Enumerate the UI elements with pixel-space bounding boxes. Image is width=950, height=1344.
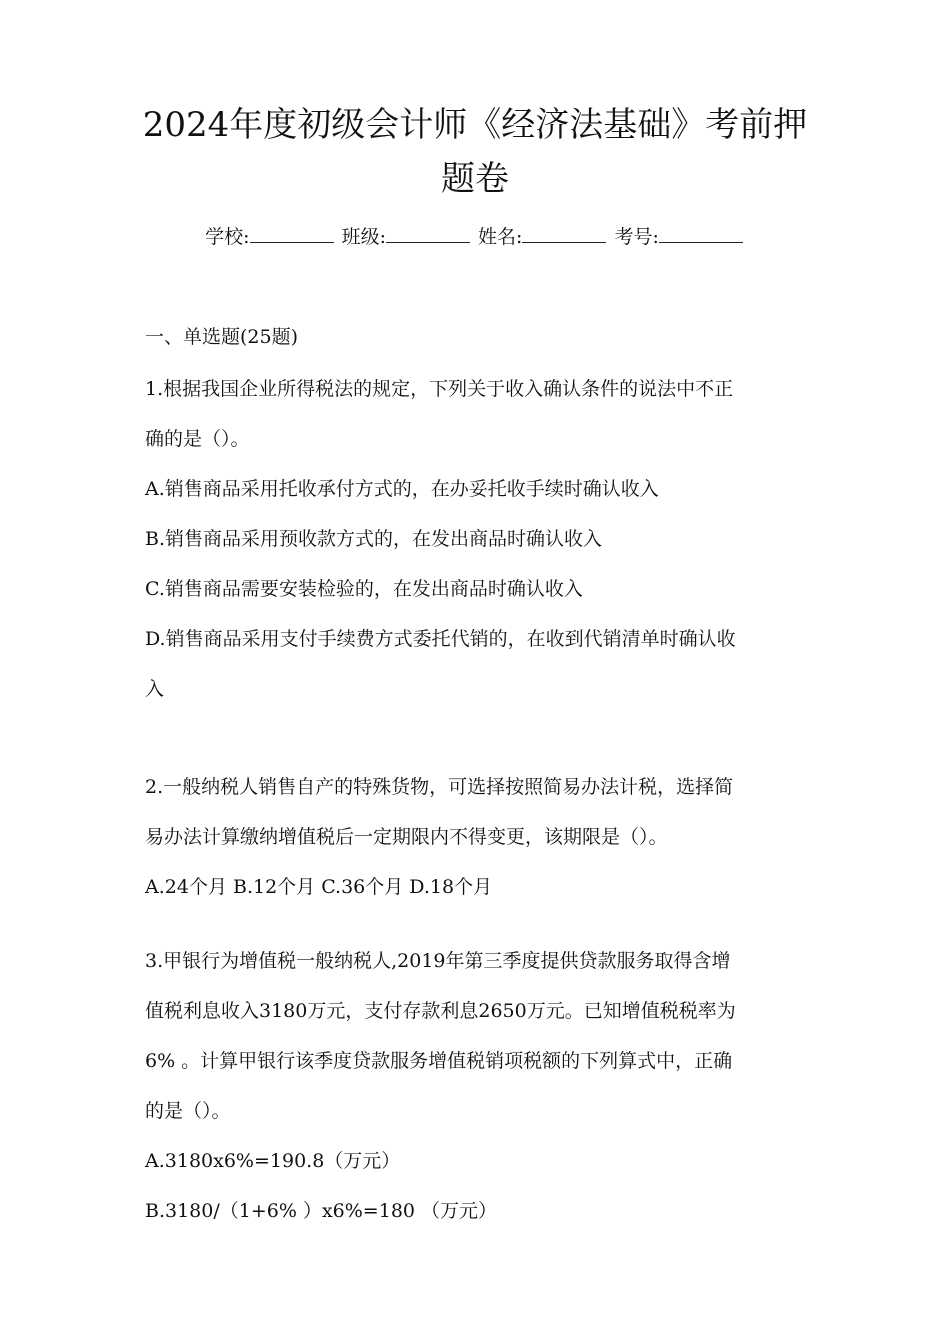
q1-option-d-line-1: D.销售商品采用支付手续费方式委托代销的，在收到代销清单时确认收 <box>145 628 736 650</box>
q3-stem-line-2: 值税利息收入3180万元，支付存款利息2650万元。已知增值税税率为 <box>145 1000 736 1022</box>
q3-option-b: B.3180/（1+6% ）x6%=180 （万元） <box>145 1200 498 1222</box>
q1-stem-line-2: 确的是（）。 <box>145 428 250 450</box>
section-heading: 一、单选题(25题) <box>145 326 299 348</box>
school-blank[interactable] <box>250 223 334 243</box>
q1-option-d-line-2: 入 <box>145 678 165 700</box>
name-blank[interactable] <box>522 223 606 243</box>
exam-number-blank[interactable] <box>659 223 743 243</box>
q2-stem-line-1: 2.一般纳税人销售自产的特殊货物，可选择按照简易办法计税，选择简 <box>145 776 734 798</box>
q3-stem-line-3: 6% 。计算甲银行该季度贷款服务增值税销项税额的下列算式中，正确 <box>145 1050 733 1072</box>
q3-stem-line-1: 3.甲银行为增值税一般纳税人,2019年第三季度提供贷款服务取得含增 <box>145 950 731 972</box>
q2-stem-line-2: 易办法计算缴纳增值税后一定期限内不得变更，该期限是（）。 <box>145 826 668 848</box>
student-info-fields <box>0 222 950 249</box>
title-line-1: 2024年度初级会计师《经济法基础》考前押 <box>142 105 808 145</box>
q3-stem-line-4: 的是（）。 <box>145 1100 231 1122</box>
class-blank[interactable] <box>386 223 470 243</box>
class-label: 班级: <box>341 226 386 248</box>
exam-number-label: 考号: <box>614 226 659 248</box>
school-label: 学校: <box>205 226 250 248</box>
q3-option-a: A.3180x6%=190.8（万元） <box>145 1150 401 1172</box>
q2-options: A.24个月 B.12个月 C.36个月 D.18个月 <box>145 876 493 898</box>
title-line-2: 题卷 <box>441 159 509 199</box>
exam-title <box>95 98 855 206</box>
q1-stem-line-1: 1.根据我国企业所得税法的规定，下列关于收入确认条件的说法中不正 <box>145 378 734 400</box>
name-label: 姓名: <box>478 226 523 248</box>
q1-option-b: B.销售商品采用预收款方式的，在发出商品时确认收入 <box>145 528 603 550</box>
q1-option-a: A.销售商品采用托收承付方式的，在办妥托收手续时确认收入 <box>145 478 659 500</box>
q1-option-c: C.销售商品需要安装检验的，在发出商品时确认收入 <box>145 578 583 600</box>
